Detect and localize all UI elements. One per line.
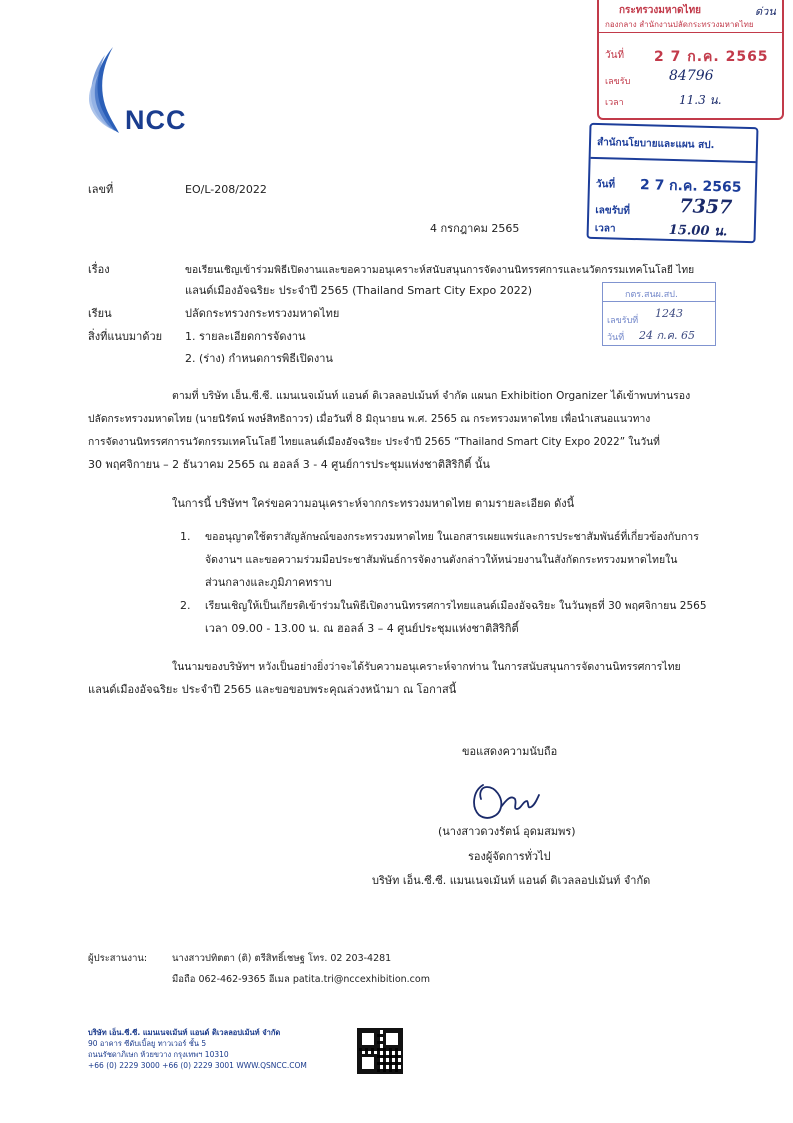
footer-address-2: ถนนรัชดาภิเษก ห้วยขวาง กรุงเทพฯ 10310 bbox=[88, 1050, 229, 1059]
footer-contact: +66 (0) 2229 3000 +66 (0) 2229 3001 WWW.QSNCC.COM bbox=[88, 1061, 307, 1070]
to-value: ปลัดกระทรวงกระทรวงมหาดไทย bbox=[185, 307, 340, 320]
handwritten-signature bbox=[465, 777, 545, 823]
signer-name: (นางสาวดวงรัตน์ อุดมสมพร) bbox=[438, 825, 576, 838]
para1-line-1: ตามที่ บริษัท เอ็น.ซี.ซี. แมนเนจเม้นท์ แอนด์ ดิเวลลอปเม้นท์ จำกัด แผนก Exhibition Organizer ได้เข้าพบท่านรอง bbox=[172, 390, 691, 402]
strategy-division-stamp bbox=[602, 282, 716, 346]
stamp2-date-label: วันที่ bbox=[595, 178, 616, 191]
para3-line-2: แลนด์เมืองอัจฉริยะ ประจำปี 2565 และขอขอบพระคุณล่วงหน้ามา ณ โอกาสนี้ bbox=[88, 683, 457, 696]
doc-number-label: เลขที่ bbox=[88, 183, 114, 196]
doc-number-value: EO/L-208/2022 bbox=[185, 183, 267, 196]
item-2-number: 2. bbox=[180, 599, 191, 612]
ncc-logo bbox=[85, 45, 205, 140]
para1-line-4: 30 พฤศจิกายน – 2 ธันวาคม 2565 ณ ฮอลล์ 3 - 4 ศูนย์การประชุมแห่งชาติสิริกิติ์ นั้น bbox=[88, 458, 490, 471]
enclosure-label: สิ่งที่แนบมาด้วย bbox=[88, 330, 163, 343]
signer-title: รองผู้จัดการทั่วไป bbox=[468, 850, 551, 863]
enclosure-item-2: 2. (ร่าง) กำหนดการพิธีเปิดงาน bbox=[185, 352, 333, 365]
stamp-corner-note: ด่วน bbox=[755, 5, 776, 18]
contact-line-2: มือถือ 062-462-9365 อีเมล patita.tri@nccexhibition.com bbox=[172, 974, 430, 985]
item-1-line-3: ส่วนกลางและภูมิภาคทราบ bbox=[205, 576, 332, 589]
subject-line-1: ขอเรียนเชิญเข้าร่วมพิธีเปิดงานและขอความอนุเคราะห์สนับสนุนการจัดงานนิทรรศการและนวัตกรรมเทคโนโลยี ไทย bbox=[185, 264, 695, 276]
logo-text: NCC bbox=[125, 105, 187, 135]
contact-line-1: นางสาวปทิตตา (ติ) ตรีสิทธิ์เชษฐ โทร. 02 203-4281 bbox=[172, 953, 392, 964]
subject-line-2: แลนด์เมืองอัจฉริยะ ประจำปี 2565 (Thailand Smart City Expo 2022) bbox=[185, 284, 532, 297]
stamp2-time-value: 15.00 น. bbox=[668, 222, 728, 240]
stamp-time-label: เวลา bbox=[605, 98, 624, 108]
closing: ขอแสดงความนับถือ bbox=[462, 745, 558, 758]
doc-date: 4 กรกฎาคม 2565 bbox=[430, 222, 520, 235]
stamp2-recv-label: เลขรับที่ bbox=[595, 204, 631, 217]
stamp2-recv-value: 7357 bbox=[679, 195, 733, 219]
stamp2-date-value: 2 7 ก.ค. 2565 bbox=[639, 177, 742, 196]
qr-code bbox=[357, 1028, 403, 1074]
stamp-ministry-office: กองกลาง สำนักงานปลัดกระทรวงมหาดไทย bbox=[605, 20, 754, 29]
stamp-date-value: 2 7 ก.ค. 2565 bbox=[654, 49, 769, 65]
enclosure-item-1: 1. รายละเอียดการจัดงาน bbox=[185, 330, 306, 343]
stamp3-recv-value: 1243 bbox=[655, 307, 683, 320]
footer-address-1: 90 อาคาร ซีดับเบิ้ลยู ทาวเวอร์ ชั้น 5 bbox=[88, 1039, 207, 1048]
stamp3-title: กตร.สนผ.สป. bbox=[625, 290, 678, 300]
policy-office-stamp bbox=[587, 123, 759, 243]
stamp2-time-label: เวลา bbox=[594, 222, 616, 235]
stamp-time-value: 11.3 น. bbox=[679, 93, 722, 107]
para1-line-2: ปลัดกระทรวงมหาดไทย (นายนิรัตน์ พงษ์สิทธิถาวร) เมื่อวันที่ 8 มิถุนายน พ.ศ. 2565 ณ กระทรวงมหาดไทย เพื่อนำเสนอแนวทาง bbox=[88, 413, 651, 425]
para2: ในการนี้ บริษัทฯ ใคร่ขอความอนุเคราะห์จากกระทรวงมหาดไทย ตามรายละเอียด ดังนี้ bbox=[172, 497, 575, 510]
item-2-line-1: เรียนเชิญให้เป็นเกียรติเข้าร่วมในพิธีเปิดงานนิทรรศการไทยแลนด์เมืองอัจฉริยะ ในวันพุธที่ 30 พฤศจิกายน 2565 bbox=[205, 600, 707, 612]
subject-label: เรื่อง bbox=[88, 263, 110, 276]
stamp-ministry-name: กระทรวงมหาดไทย bbox=[619, 5, 702, 16]
stamp3-date-value: 24 ก.ค. 65 bbox=[639, 329, 695, 342]
item-1-line-2: จัดงานฯ และขอความร่วมมือประชาสัมพันธ์การจัดงานดังกล่าวให้หน่วยงานในสังกัดกระทรวงมหาดไทยใน bbox=[205, 554, 678, 566]
to-label: เรียน bbox=[88, 307, 112, 320]
para1-line-3: การจัดงานนิทรรศการนวัตกรรมเทคโนโลยี ไทยแลนด์เมืองอัจฉริยะ ประจำปี 2565 “Thailand Smart City Expo 2022” ในวันที่ bbox=[88, 436, 660, 448]
para3-line-1: ในนามของบริษัทฯ หวังเป็นอย่างยิ่งว่าจะได้รับความอนุเคราะห์จากท่าน ในการสนับสนุนการจัดงานนิทรรศการไทย bbox=[172, 661, 681, 673]
stamp-recv-label: เลขรับ bbox=[605, 77, 631, 87]
stamp3-date-label: วันที่ bbox=[607, 333, 625, 343]
item-1-number: 1. bbox=[180, 530, 191, 543]
footer bbox=[88, 1027, 307, 1071]
item-2-line-2: เวลา 09.00 - 13.00 น. ณ ฮอลล์ 3 – 4 ศูนย์ประชุมแห่งชาติสิริกิติ์ bbox=[205, 622, 519, 635]
signer-company: บริษัท เอ็น.ซี.ซี. แมนเนจเม้นท์ แอนด์ ดิเวลลอปเม้นท์ จำกัด bbox=[372, 874, 651, 887]
contact-label: ผู้ประสานงาน: bbox=[88, 953, 148, 964]
item-1-line-1: ขออนุญาตใช้ตราสัญลักษณ์ของกระทรวงมหาดไทย ในเอกสารเผยแพร่และการประชาสัมพันธ์ที่เกี่ยวข้องกับการ bbox=[205, 531, 699, 543]
stamp-recv-value: 84796 bbox=[669, 68, 714, 84]
stamp2-title: สำนักนโยบายและแผน สป. bbox=[596, 137, 715, 152]
stamp3-recv-label: เลขรับที่ bbox=[607, 316, 639, 326]
stamp-date-label: วันที่ bbox=[605, 50, 625, 61]
ncc-flame-icon bbox=[85, 45, 125, 140]
footer-company: บริษัท เอ็น.ซี.ซี. แมนเนจเม้นท์ แอนด์ ดิเวลลอปเม้นท์ จำกัด bbox=[88, 1028, 281, 1037]
